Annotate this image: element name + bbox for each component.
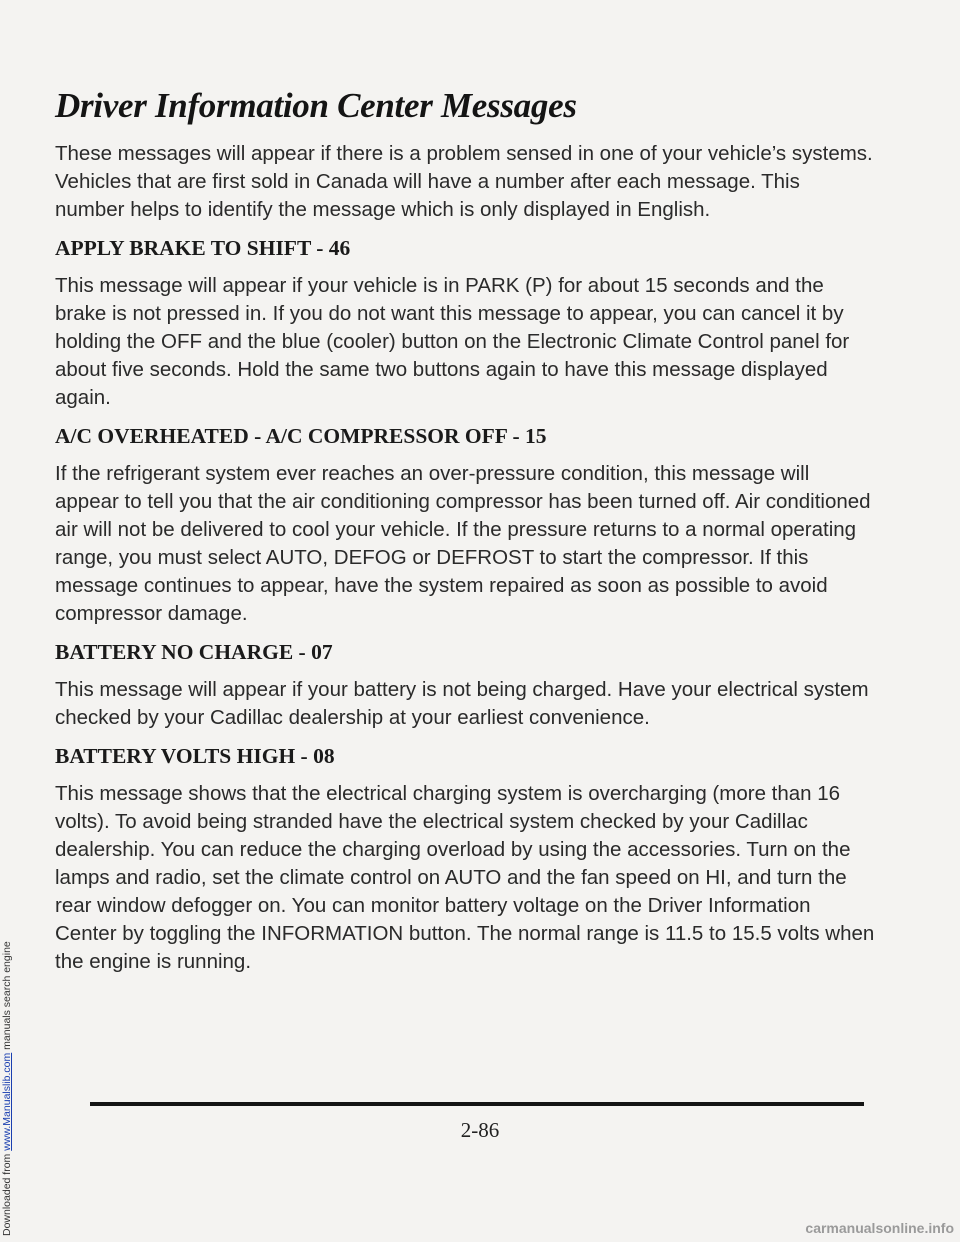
section-heading: BATTERY NO CHARGE - 07 bbox=[55, 640, 333, 664]
download-suffix: manuals search engine bbox=[1, 941, 13, 1053]
section-body: This message will appear if your battery is not being charged. Have your electrical system checked by your Cadillac dealership at your earliest convenience. bbox=[55, 678, 869, 729]
intro-paragraph: These messages will appear if there is a problem sensed in one of your vehicle’s systems. Vehicles that are first sold in Canada will have a number after each message. This number helps to identify the message which is only displayed in English. bbox=[55, 142, 873, 221]
page-title: Driver Information Center Messages bbox=[55, 86, 577, 125]
manual-page bbox=[55, 86, 875, 986]
section-heading: APPLY BRAKE TO SHIFT - 46 bbox=[55, 236, 351, 260]
section-battery-volts-high bbox=[55, 742, 875, 976]
download-sidebar bbox=[0, 0, 14, 1242]
section-body: This message shows that the electrical charging system is overcharging (more than 16 volts). To avoid being stranded have the electrical system checked by your Cadillac dealership. You can reduce the charging overload by using the accessories. Turn on the lamps and radio, set the climate control on AUTO and the fan speed on HI, and turn the rear window defogger on. You can monitor battery voltage on the Driver Information Center by toggling the INFORMATION button. The normal range is 11.5 to 15.5 volts when the engine is running. bbox=[55, 782, 875, 973]
footer-rule bbox=[90, 1102, 864, 1106]
watermark: carmanualsonline.info bbox=[805, 1220, 954, 1236]
section-body: This message will appear if your vehicle is in PARK (P) for about 15 seconds and the brake is not pressed in. If you do not want this message to appear, you can cancel it by holding the OFF and the blue (cooler) button on the Electronic Climate Control panel for about five seconds. Hold the same two buttons again to have this message displayed again. bbox=[55, 274, 850, 409]
section-body: If the refrigerant system ever reaches an over-pressure condition, this message will appear to tell you that the air conditioning compressor has been turned off. Air conditioned air will not be delivered to cool your vehicle. If the pressure returns to a normal operating range, you must select AUTO, DEFOG or DEFROST to start the compressor. If this message continues to appear, have the system repaired as soon as possible to avoid compressor damage. bbox=[55, 462, 871, 625]
section-apply-brake bbox=[55, 234, 875, 412]
download-prefix: Downloaded from bbox=[1, 1150, 13, 1236]
download-notice bbox=[1, 941, 13, 1236]
section-heading: A/C OVERHEATED - A/C COMPRESSOR OFF - 15 bbox=[55, 424, 547, 448]
section-ac-overheated bbox=[55, 422, 875, 628]
page-number: 2-86 bbox=[460, 1118, 500, 1142]
section-battery-no-charge bbox=[55, 638, 875, 732]
manualslib-link[interactable]: www.Manualslib.com bbox=[1, 1052, 13, 1151]
section-heading: BATTERY VOLTS HIGH - 08 bbox=[55, 744, 335, 768]
